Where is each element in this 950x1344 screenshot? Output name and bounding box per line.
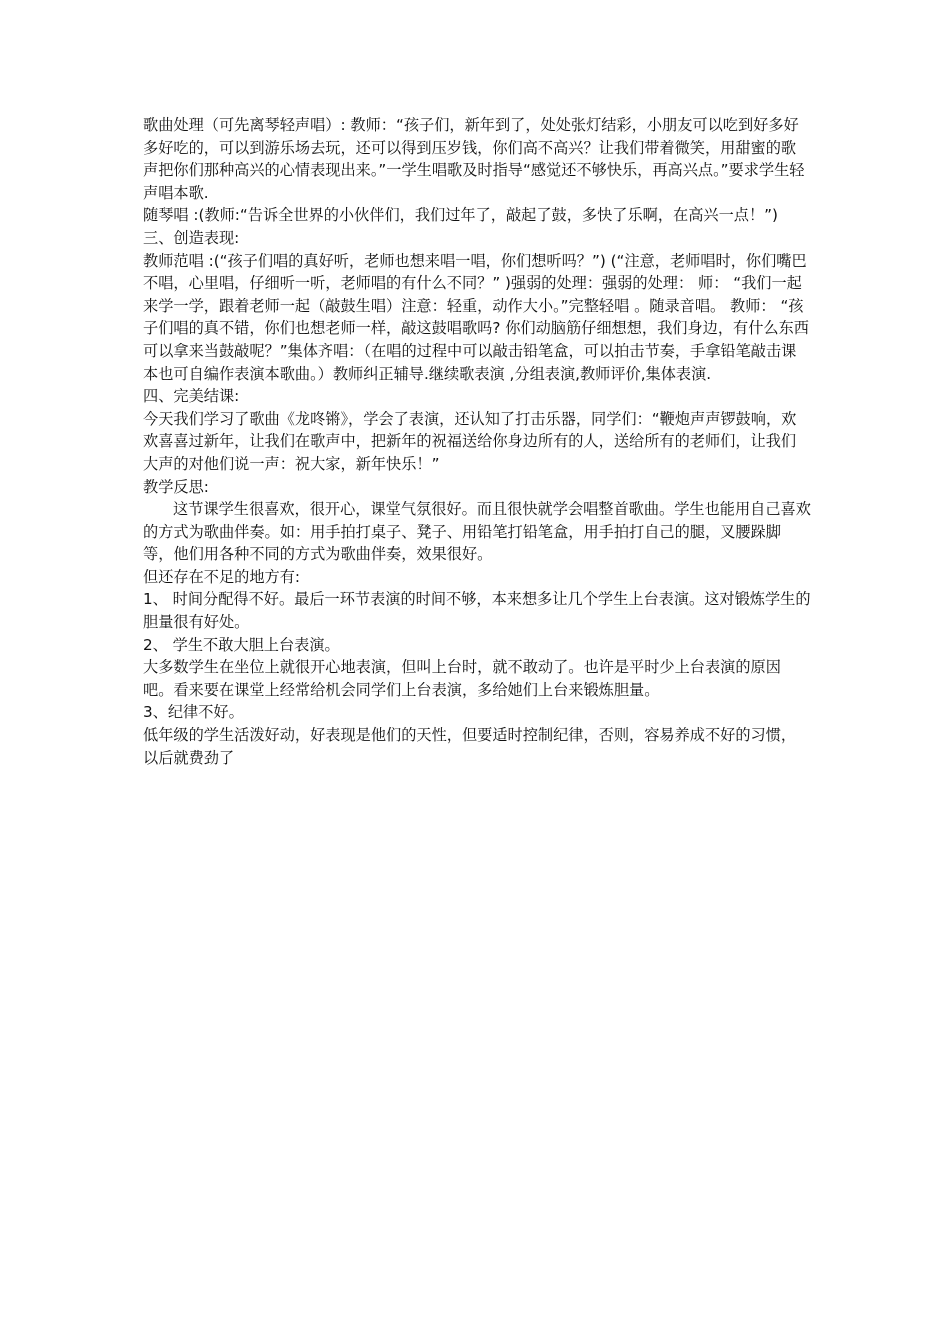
list-item-discipline: 3、纪律不好。: [143, 703, 244, 722]
paragraph-sing-with-piano: 随琴唱 :(教师:“告诉全世界的小伙伴们，我们过年了，敲起了鼓，多快了乐啊，在高兴一点！”): [143, 206, 778, 225]
section-heading-conclusion: 四、完美结课:: [143, 387, 240, 406]
paragraph-teacher-demo: 教师范唱 :(“孩子们唱的真好听，老师也想来唱一唱，你们想听吗？”) (“注意，老师唱时，你们嘴巴不唱，心里唱，仔细听一听，老师唱的有什么不同？” )强弱的处理：强弱的处理： 师： “我们一起来学一学，跟着老师一起（敲鼓生唱）注意：轻重，动作大小。”完整轻唱 。随录音唱。 教师： “孩子们唱的真不错，你们也想老师一样，敲这鼓唱歌吗? 你们动脑筋仔细想想，我们身边，有什么东西可以拿来当鼓敲呢？”集体齐唱：（在唱的过程中可以敲击铅笔盒，可以拍击节奏，手拿铅笔敲击课本也可自编作表演本歌曲。）教师纠正辅导.继续歌表演 ,分组表演,教师评价,集体表演.: [143, 251, 809, 383]
list-item-not-bold: 2、 学生不敢大胆上台表演。: [143, 635, 340, 654]
list-item-time-allocation: 1、 时间分配得不好。最后一环节表演的时间不够，本来想多让几个学生上台表演。这对锻炼学生的胆量很有好处。: [143, 590, 811, 632]
paragraph-conclusion: 今天我们学习了歌曲《龙咚锵》，学会了表演，还认知了打击乐器，同学们：“鞭炮声声锣鼓响，欢欢喜喜过新年，让我们在歌声中，把新年的祝福送给你身边所有的人，送给所有的老师们，让我们大声的对他们说一声：祝大家，新年快乐！”: [143, 409, 797, 473]
paragraph-shortcomings-intro: 但还存在不足的地方有:: [143, 567, 300, 586]
document-body: [143, 114, 811, 769]
paragraph-reflection: 这节课学生很喜欢，很开心，课堂气氛很好。而且很快就学会唱整首歌曲。学生也能用自己喜欢的方式为歌曲伴奏。如：用手拍打桌子、凳子、用铅笔打铅笔盒，用手拍打自己的腿，叉腰跺脚等，他们用各种不同的方式为歌曲伴奏，效果很好。: [143, 500, 811, 564]
section-heading-creative-expression: 三、创造表现:: [143, 228, 240, 247]
section-heading-reflection: 教学反思:: [143, 477, 209, 496]
paragraph-song-handling: 歌曲处理（可先离琴轻声唱）: 教师：“孩子们，新年到了，处处张灯结彩，小朋友可以吃到好多好多好吃的，可以到游乐场去玩，还可以得到压岁钱，你们高不高兴？让我们带着微笑，用甜蜜的歌声把你们那种高兴的心情表现出来。”一学生唱歌及时指导“感觉还不够快乐，再高兴点。”要求学生轻声唱本歌.: [143, 116, 805, 202]
paragraph-not-bold-detail: 大多数学生在坐位上就很开心地表演，但叫上台时，就不敢动了。也许是平时少上台表演的原因吧。看来要在课堂上经常给机会同学们上台表演，多给她们上台来锻炼胆量。: [143, 658, 781, 699]
paragraph-discipline-detail: 低年级的学生活泼好动，好表现是他们的天性，但要适时控制纪律，否则，容易养成不好的习惯，以后就费劲了: [143, 726, 797, 767]
